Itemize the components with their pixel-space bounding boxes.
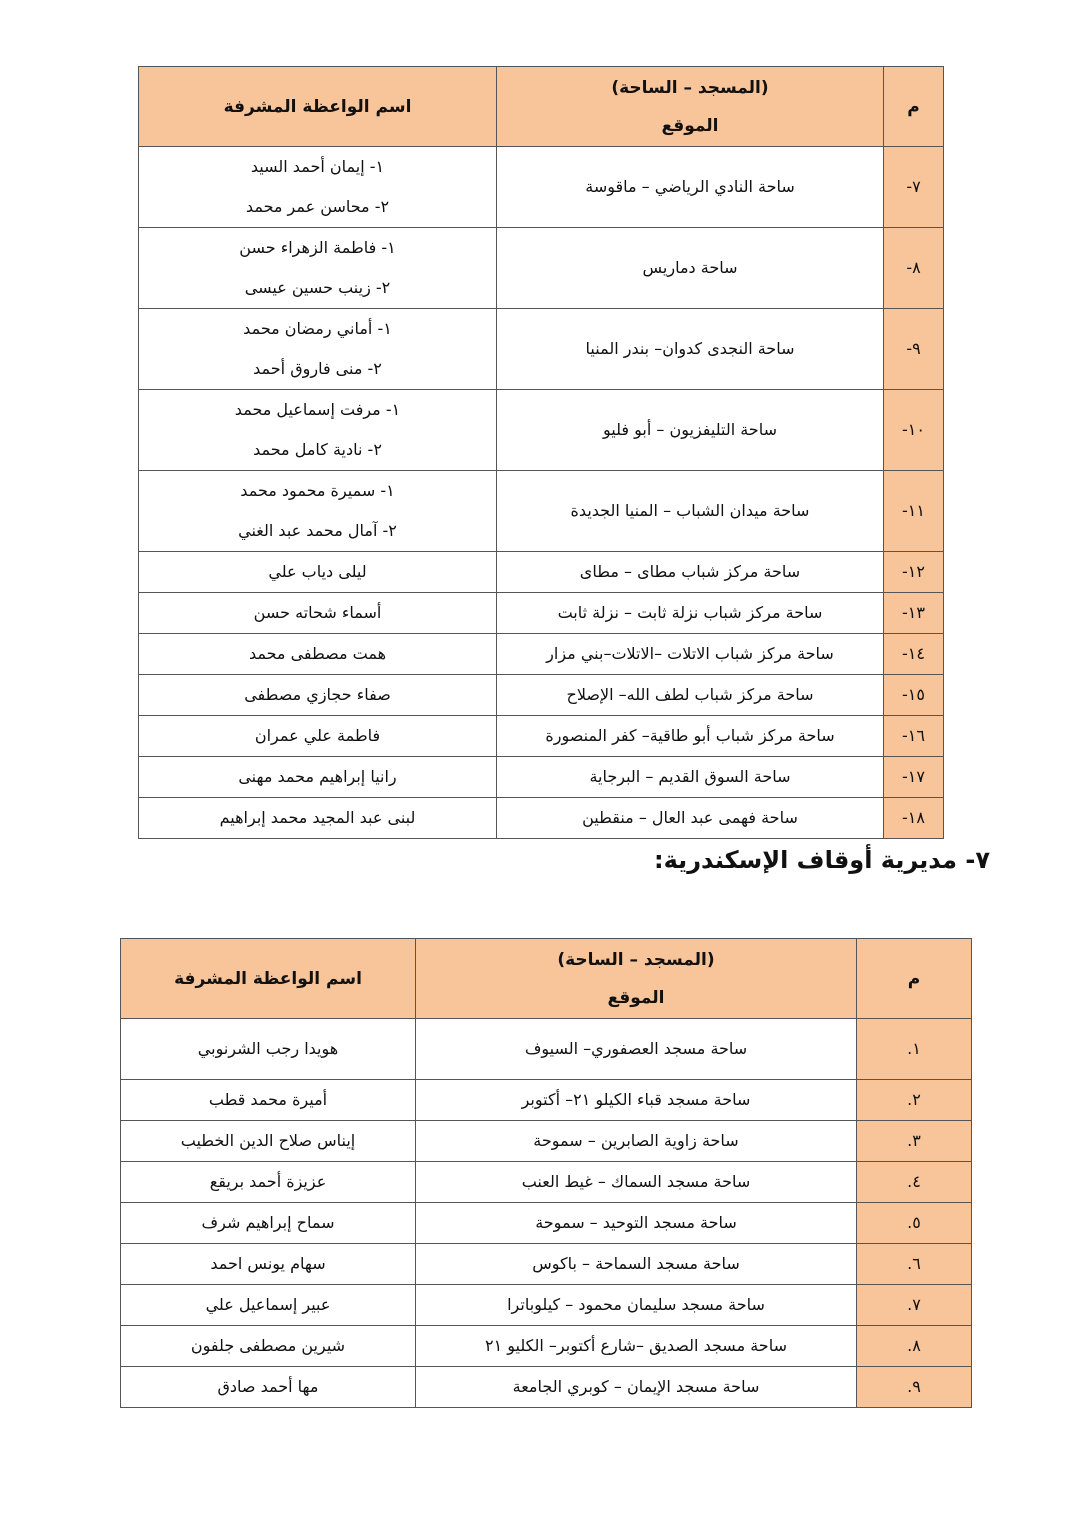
header-location-line2: الموقع (607, 987, 665, 1008)
row-number: ٣. (857, 1121, 972, 1162)
row-number: ١. (857, 1019, 972, 1080)
preacher-name: لبنى عبد المجيد محمد إبراهيم (219, 808, 416, 827)
preacher-name: سهام يونس احمد (121, 1244, 416, 1285)
preacher-name: ١- فاطمة الزهراء حسن (239, 238, 396, 257)
preacher-name: سماح إبراهيم شرف (121, 1203, 416, 1244)
preacher-name: ليلى دياب علي (268, 562, 367, 581)
row-preacher-names (139, 593, 497, 634)
table-row (121, 1244, 972, 1285)
row-number: ١١- (884, 471, 944, 552)
table-row (139, 634, 944, 675)
header-number: م (884, 67, 944, 147)
row-location: ساحة فهمى عبد العال – منقطين (497, 798, 884, 839)
row-location: ساحة مركز شباب لطف الله– الإصلاح (497, 675, 884, 716)
row-number: ٢. (857, 1080, 972, 1121)
table-row (139, 147, 944, 228)
row-number: ١٦- (884, 716, 944, 757)
header-location (497, 67, 884, 147)
row-location: ساحة السوق القديم – البرجاية (497, 757, 884, 798)
table-row (121, 1162, 972, 1203)
row-number: ١٣- (884, 593, 944, 634)
preacher-name: ١- إيمان أحمد السيد (250, 157, 385, 176)
row-location: ساحة مسجد العصفوري– السيوف (416, 1019, 857, 1080)
preacher-name: عبير إسماعيل علي (121, 1285, 416, 1326)
preacher-name: أميرة محمد قطب (121, 1080, 416, 1121)
table-row (139, 757, 944, 798)
table-row (139, 552, 944, 593)
row-location: ساحة التليفزيون – أبو فليو (497, 390, 884, 471)
table-header-row (121, 939, 972, 1019)
row-preacher-names (139, 757, 497, 798)
row-location: ساحة مركز شباب أبو طاقية– كفر المنصورة (497, 716, 884, 757)
header-preacher: اسم الواعظة المشرفة (139, 67, 497, 147)
row-number: ١٧- (884, 757, 944, 798)
row-location: ساحة مسجد التوحيد – سموحة (416, 1203, 857, 1244)
row-preacher-names (139, 147, 497, 228)
row-number: ٥. (857, 1203, 972, 1244)
preacher-name: ٢- زينب حسين عيسى (244, 278, 391, 297)
row-number: ٧- (884, 147, 944, 228)
row-preacher-names (139, 390, 497, 471)
minya-squares-table (138, 66, 944, 839)
row-location: ساحة مسجد الإيمان – كوبري الجامعة (416, 1367, 857, 1408)
row-location: ساحة مسجد سليمان محمود – كيلوباترا (416, 1285, 857, 1326)
row-number: ١٥- (884, 675, 944, 716)
table-row (121, 1285, 972, 1326)
preacher-name: ١- أماني رمضان محمد (243, 319, 392, 338)
row-preacher-names (139, 798, 497, 839)
preacher-name: ٢- محاسن عمر محمد (245, 197, 390, 216)
row-location: ساحة مسجد الصديق –شارع أكتوبر– الكليو ٢١ (416, 1326, 857, 1367)
table-row (121, 1080, 972, 1121)
row-location: ساحة ميدان الشباب – المنيا الجديدة (497, 471, 884, 552)
header-number: م (857, 939, 972, 1019)
preacher-name: أسماء شحاته حسن (253, 603, 382, 622)
row-preacher-names (139, 716, 497, 757)
row-location: ساحة مركز شباب نزلة ثابت – نزلة ثابت (497, 593, 884, 634)
alexandria-squares-table (120, 938, 972, 1408)
table-row (139, 716, 944, 757)
table-row (121, 1121, 972, 1162)
section-heading: ٧- مديرية أوقاف الإسكندرية: (654, 846, 990, 874)
row-preacher-names (139, 634, 497, 675)
row-location: ساحة النادي الرياضي – ماقوسة (497, 147, 884, 228)
row-number: ٩- (884, 309, 944, 390)
row-preacher-names (139, 309, 497, 390)
row-location: ساحة مركز شباب الاتلات –الاتلات–بني مزار (497, 634, 884, 675)
table-row (139, 471, 944, 552)
preacher-name: صفاء حجازي مصطفى (244, 685, 391, 704)
header-location-line1: (المسجد – الساحة) (611, 77, 769, 98)
row-location: ساحة النجدى كدوان– بندر المنيا (497, 309, 884, 390)
preacher-name: ١- مرفت إسماعيل محمد (234, 400, 401, 419)
row-number: ٦. (857, 1244, 972, 1285)
row-number: ٤. (857, 1162, 972, 1203)
table-row (139, 675, 944, 716)
row-number: ٩. (857, 1367, 972, 1408)
header-preacher: اسم الواعظة المشرفة (121, 939, 416, 1019)
preacher-name: إيناس صلاح الدين الخطيب (121, 1121, 416, 1162)
row-number: ١٨- (884, 798, 944, 839)
row-preacher-names (139, 471, 497, 552)
table-row (139, 309, 944, 390)
preacher-name: ٢- نادية كامل محمد (253, 440, 382, 459)
preacher-name: فاطمة علي عمران (254, 726, 381, 745)
row-preacher-names (139, 675, 497, 716)
table-row (139, 390, 944, 471)
table-row (121, 1019, 972, 1080)
preacher-name: رانيا إبراهيم محمد مهنى (238, 767, 397, 786)
row-number: ١٠- (884, 390, 944, 471)
table-row (121, 1367, 972, 1408)
row-number: ٨. (857, 1326, 972, 1367)
row-location: ساحة مركز شباب مطاى – مطاى (497, 552, 884, 593)
preacher-name: ٢- آمال محمد عبد الغني (238, 521, 397, 540)
preacher-name: عزيزة أحمد بريقع (121, 1162, 416, 1203)
row-number: ١٢- (884, 552, 944, 593)
table-row (139, 798, 944, 839)
row-preacher-names (139, 228, 497, 309)
preacher-name: همت مصطفى محمد (248, 644, 387, 663)
header-location (416, 939, 857, 1019)
preacher-name: مها أحمد صادق (121, 1367, 416, 1408)
table-header-row (139, 67, 944, 147)
preacher-name: ٢- منى فاروق أحمد (253, 359, 382, 378)
row-preacher-names (139, 552, 497, 593)
row-number: ٨- (884, 228, 944, 309)
row-location: ساحة مسجد قباء الكيلو ٢١– أكتوبر (416, 1080, 857, 1121)
row-location: ساحة مسجد السماك – غيط العنب (416, 1162, 857, 1203)
header-location-line2: الموقع (661, 115, 719, 136)
table-row (139, 228, 944, 309)
table-row (139, 593, 944, 634)
row-number: ١٤- (884, 634, 944, 675)
row-location: ساحة مسجد السماحة – باكوس (416, 1244, 857, 1285)
preacher-name: ١- سميرة محمود محمد (240, 481, 395, 500)
table-row (121, 1203, 972, 1244)
row-number: ٧. (857, 1285, 972, 1326)
preacher-name: شيرين مصطفى جلفون (121, 1326, 416, 1367)
table-row (121, 1326, 972, 1367)
row-location: ساحة دماريس (497, 228, 884, 309)
header-location-line1: (المسجد – الساحة) (557, 949, 715, 970)
preacher-name: هويدا رجب الشرنوبي (121, 1019, 416, 1080)
row-location: ساحة زاوية الصابرين – سموحة (416, 1121, 857, 1162)
